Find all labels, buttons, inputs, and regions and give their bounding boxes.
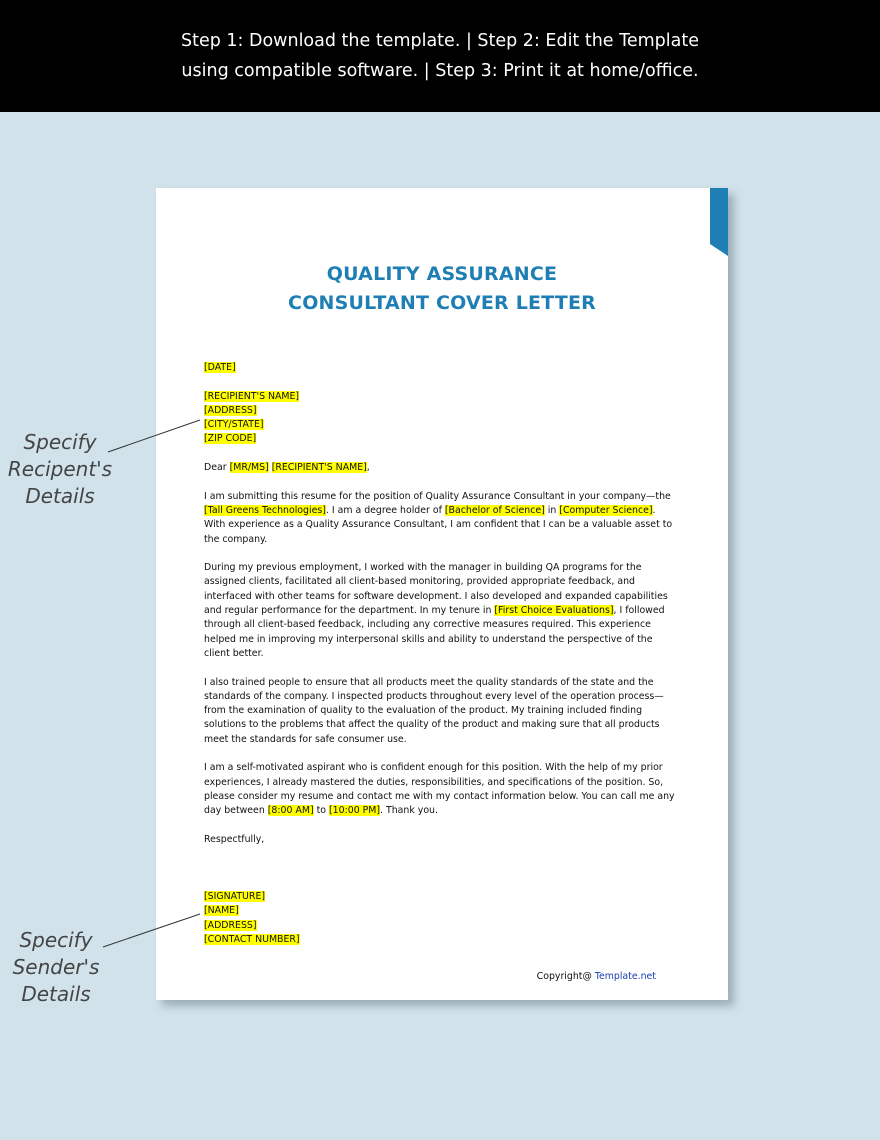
closing: Respectfully,	[204, 833, 265, 845]
field-placeholder[interactable]: [Computer Science]	[559, 504, 653, 516]
document-title	[156, 260, 728, 318]
recipient-name-placeholder[interactable]: [RECIPIENT'S NAME]	[204, 390, 300, 402]
title-line-2: CONSULTANT COVER LETTER	[288, 292, 596, 314]
recipient-block	[204, 390, 664, 447]
sender-block	[204, 890, 664, 947]
paragraph-1: I am submitting this resume for the position of Quality Assurance Consultant in your company—the [Tall Greens Technologies]. I am a degree holder of [Bachelor of Science] in [Computer Science]. With experience as a Quality Assurance Consultant, I am confident that I can be a valuable asset to the company.	[204, 490, 673, 545]
recipient-zip-placeholder[interactable]: [ZIP CODE]	[204, 433, 257, 445]
paragraph-4: I am a self-motivated aspirant who is confident enough for this position. With the help of my prior experiences, I already mastered the duties, responsibilities, and specifications of the position. So, please consider my resume and contact me with my contact information below. You can call me any day between [8:00 AM] to [10:00 PM]. Thank you.	[204, 762, 675, 817]
signature-placeholder[interactable]: [SIGNATURE]	[204, 890, 266, 902]
banner-line-2: using compatible software. | Step 3: Print it at home/office.	[181, 61, 699, 81]
title-line-1: QUALITY ASSURANCE	[326, 263, 558, 285]
contact-number-placeholder[interactable]: [CONTACT NUMBER]	[204, 933, 300, 945]
recipient-city-state-placeholder[interactable]: [CITY/STATE]	[204, 419, 264, 431]
copyright-notice: Copyright@ Template.net	[536, 971, 656, 982]
instructions-banner	[0, 0, 880, 112]
date-placeholder[interactable]: [DATE]	[204, 362, 236, 373]
paragraph-2: During my previous employment, I worked with the manager in building QA programs for the assigned clients, facilitated all client-based monitoring, provided appropriate feedback, and interfaced with other teams for software development. I also developed and expanded capabilities and regular performance for the department. In my tenure in [First Choice Evaluations], I followed through all client-based feedback, including any corrective measures required. This experience helped me in improving my interpersonal skills and ability to understand the perspective of the client better.	[204, 562, 668, 659]
corner-ribbon	[710, 188, 728, 256]
paragraph-3: I also trained people to ensure that all products meet the quality standards of the state and the standards of the company. I inspected products throughout every level of the operation process— from the examination of quality to the evaluation of the product. My training included finding solutions to the problems that affect the quality of the product and making sure that all products meet the standards for safe consumer use.	[204, 676, 664, 745]
sender-address-placeholder[interactable]: [ADDRESS]	[204, 919, 257, 931]
salutation: Dear [MR/MS] [RECIPIENT'S NAME],	[204, 462, 370, 474]
company-placeholder[interactable]: [Tall Greens Technologies]	[204, 504, 326, 516]
salutation-title-placeholder[interactable]: [MR/MS]	[229, 462, 269, 474]
employer-placeholder[interactable]: [First Choice Evaluations]	[494, 605, 614, 617]
time-to-placeholder[interactable]: [10:00 PM]	[328, 805, 381, 817]
sender-annotation: Specify Sender's Details	[12, 928, 100, 1006]
salutation-name-placeholder[interactable]: [RECIPIENT'S NAME]	[271, 462, 367, 474]
recipient-annotation: Specify Recipent's Details	[7, 430, 113, 508]
sender-name-placeholder[interactable]: [NAME]	[204, 905, 239, 917]
degree-placeholder[interactable]: [Bachelor of Science]	[444, 504, 545, 516]
time-from-placeholder[interactable]: [8:00 AM]	[267, 805, 314, 817]
letter-page	[156, 188, 728, 1000]
template-net-link[interactable]: Template.net	[594, 971, 656, 982]
banner-line-1: Step 1: Download the template. | Step 2: Edit the Template	[180, 31, 699, 51]
letter-body	[204, 361, 675, 947]
recipient-address-placeholder[interactable]: [ADDRESS]	[204, 404, 257, 416]
